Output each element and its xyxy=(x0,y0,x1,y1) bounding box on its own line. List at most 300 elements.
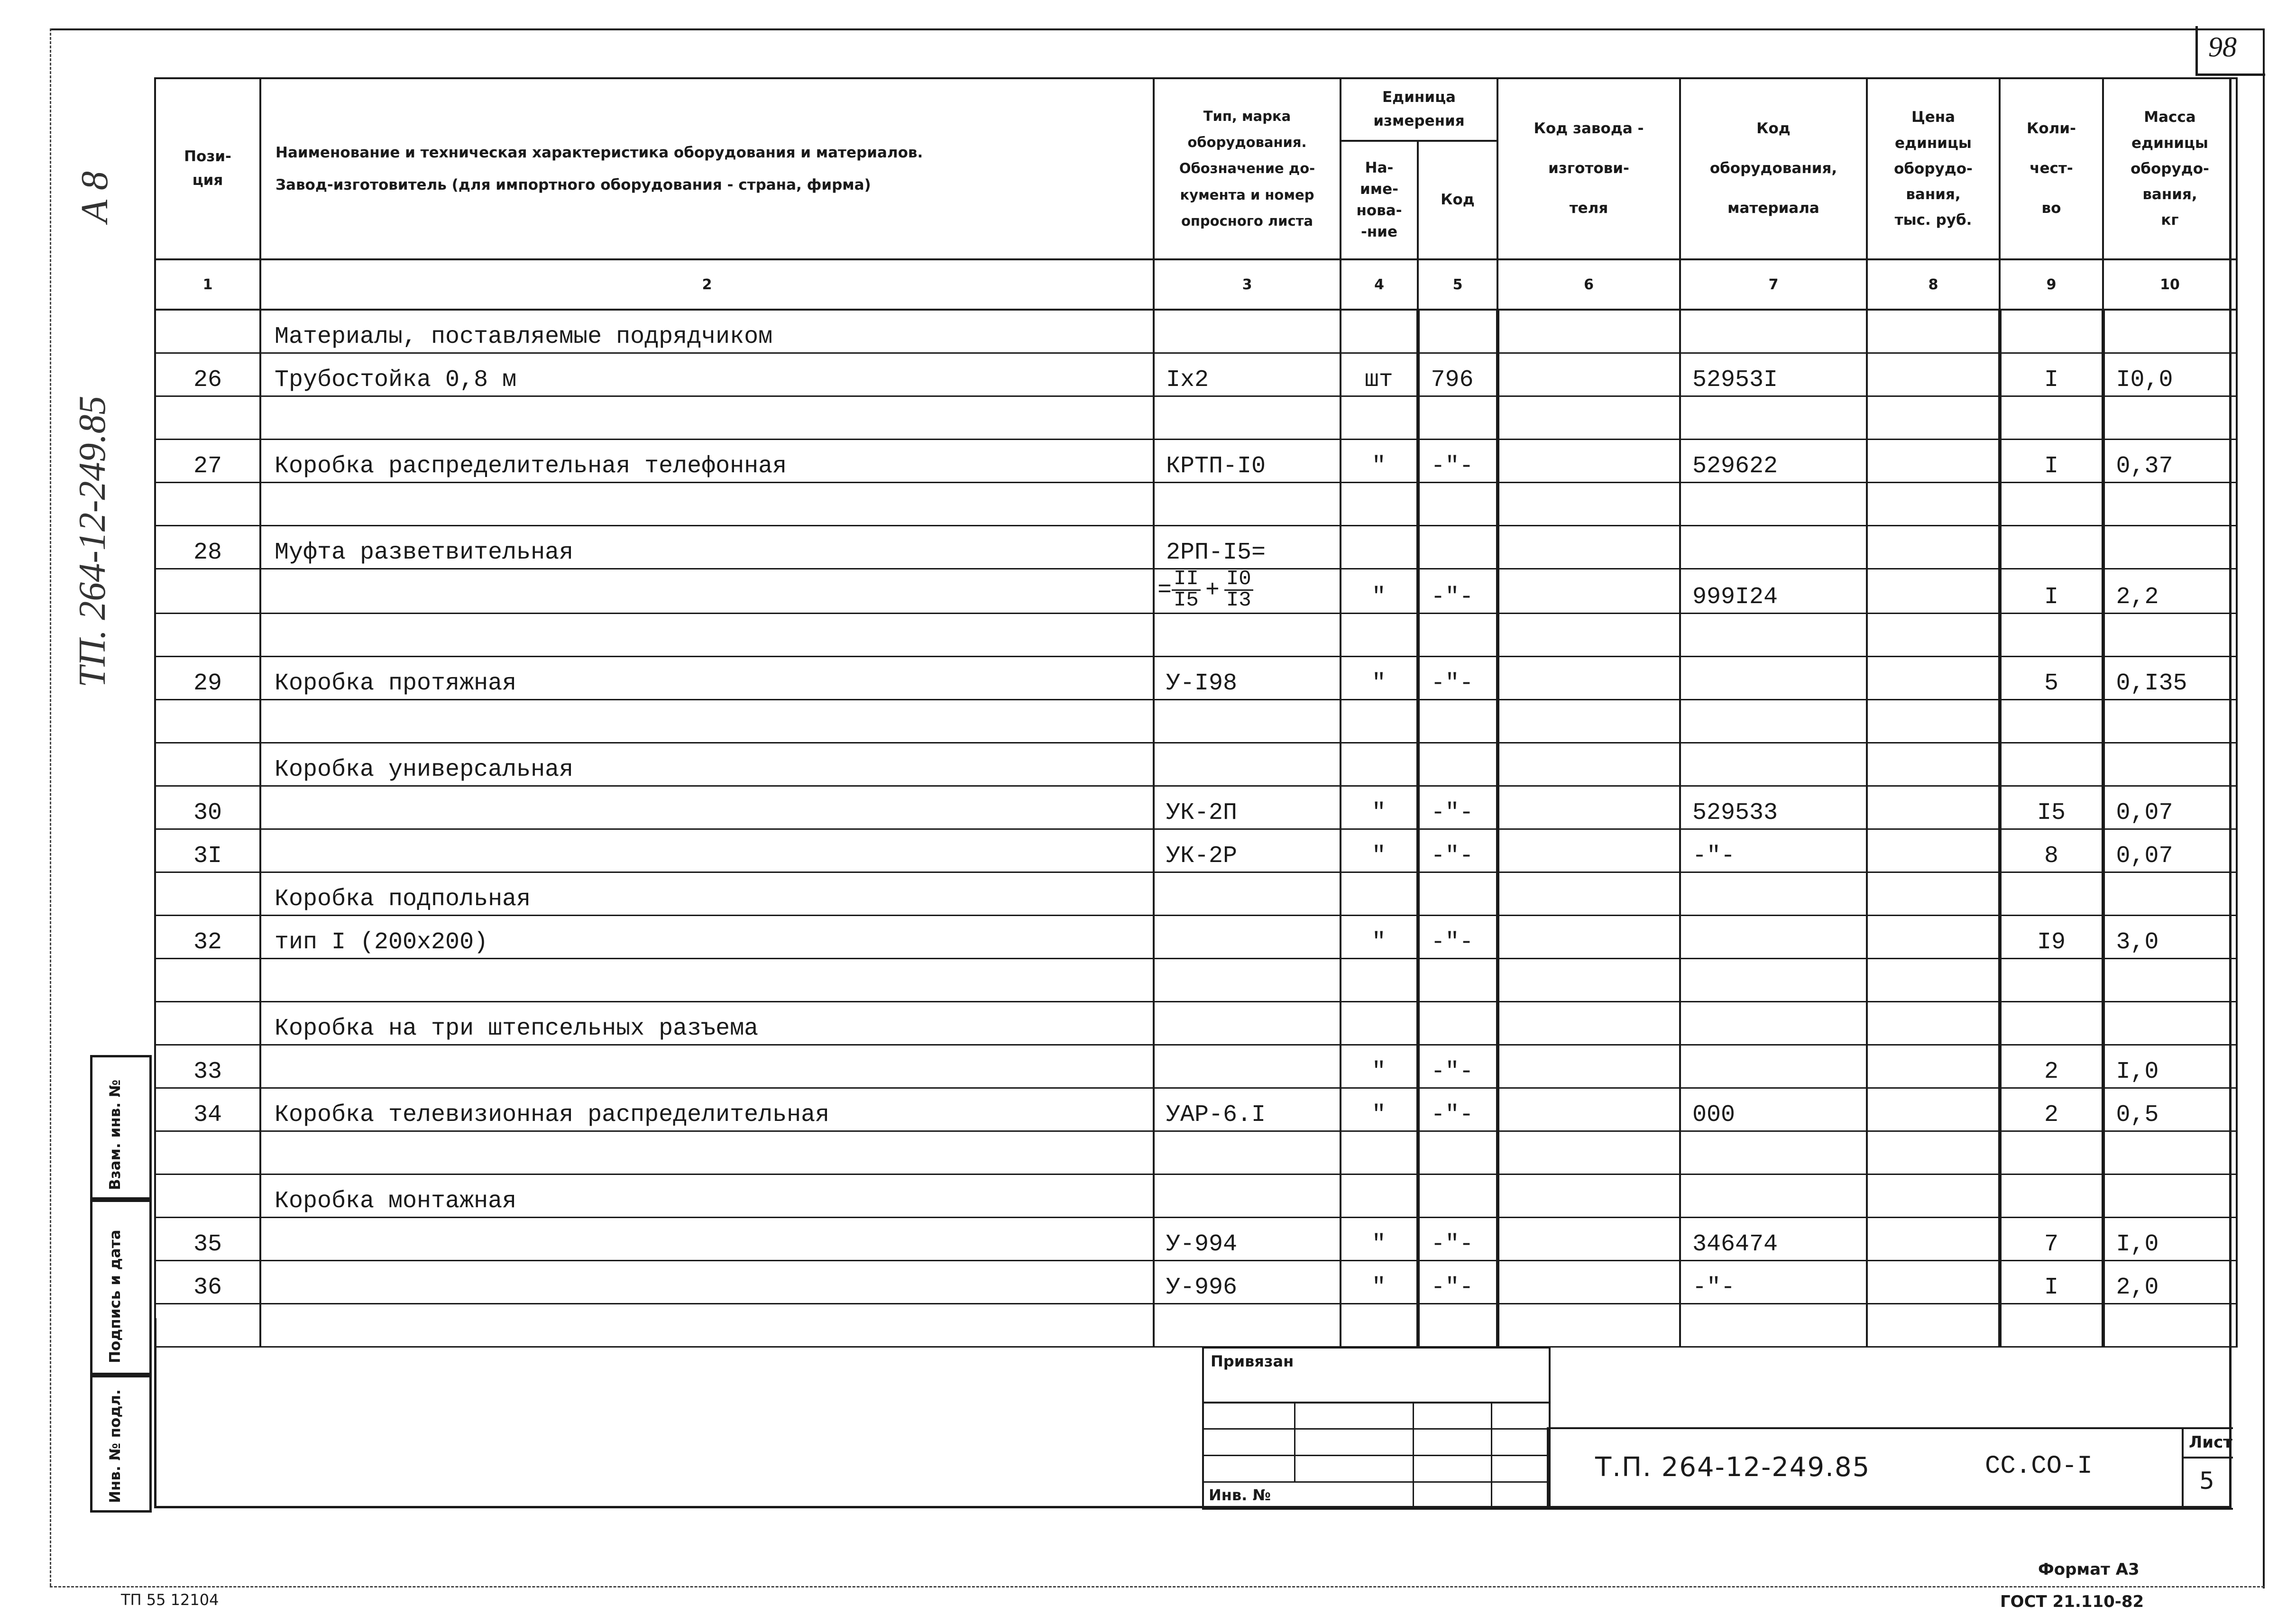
side-stamp-inv-label: Инв. № подл. xyxy=(107,1389,124,1503)
sheet-number: 5 xyxy=(2199,1467,2214,1495)
quantity-cell: 7 xyxy=(2000,1217,2103,1260)
position-cell xyxy=(155,310,260,353)
fraction-prefix: = xyxy=(1157,577,1172,604)
position-cell: 26 xyxy=(155,353,260,396)
unit-code-cell: -"- xyxy=(1418,1217,1497,1260)
unit-name-cell: " xyxy=(1341,1217,1418,1260)
quantity-cell xyxy=(2000,310,2103,353)
unit-code-cell xyxy=(1418,1174,1497,1217)
frame-bottom-dash xyxy=(50,1586,2264,1587)
price-cell xyxy=(1867,829,2000,872)
type-cell: У-996 xyxy=(1154,1260,1341,1303)
quantity-cell: 2 xyxy=(2000,1045,2103,1088)
fraction-a-numerator: II xyxy=(1172,569,1201,591)
mass-cell xyxy=(2103,613,2237,656)
equipment-code-cell xyxy=(1680,396,1867,440)
factory-code-cell xyxy=(1497,829,1680,872)
drawing-area-right xyxy=(2229,77,2232,1508)
unit-name-cell xyxy=(1341,699,1418,743)
price-cell xyxy=(1867,1131,2000,1174)
name-cell xyxy=(260,786,1154,829)
price-cell xyxy=(1867,613,2000,656)
column-number: 6 xyxy=(1497,259,1680,310)
position-cell: 34 xyxy=(155,1088,260,1131)
position-cell xyxy=(155,613,260,656)
unit-name-cell: шт xyxy=(1341,353,1418,396)
position-cell: 35 xyxy=(155,1217,260,1260)
name-cell: Коробка телевизионная распределительная xyxy=(260,1088,1154,1131)
binding-vline-3 xyxy=(1491,1402,1492,1508)
binding-vline-1 xyxy=(1294,1402,1295,1482)
type-cell: УК-2Р xyxy=(1154,829,1341,872)
price-cell xyxy=(1867,1217,2000,1260)
side-stamp-vzam-label: Взам. инв. № xyxy=(107,1079,124,1190)
name-cell xyxy=(260,829,1154,872)
column-number: 2 xyxy=(260,259,1154,310)
mass-cell: 0,37 xyxy=(2103,440,2237,483)
name-cell xyxy=(260,1303,1154,1347)
mass-cell: 0,07 xyxy=(2103,829,2237,872)
mass-cell xyxy=(2103,958,2237,1001)
factory-code-cell xyxy=(1497,699,1680,743)
mass-cell xyxy=(2103,1131,2237,1174)
equipment-code-cell: 346474 xyxy=(1680,1217,1867,1260)
equipment-code-cell: -"- xyxy=(1680,829,1867,872)
name-cell xyxy=(260,1217,1154,1260)
mass-cell xyxy=(2103,1001,2237,1045)
factory-code-cell xyxy=(1497,958,1680,1001)
factory-code-cell xyxy=(1497,1217,1680,1260)
table-row xyxy=(155,440,2237,483)
price-cell xyxy=(1867,872,2000,915)
type-cell xyxy=(1154,1174,1341,1217)
title-block xyxy=(1547,1427,2233,1510)
factory-code-cell xyxy=(1497,613,1680,656)
sheet-box-divider xyxy=(2182,1457,2233,1459)
unit-name-cell xyxy=(1341,1303,1418,1347)
column-number-row xyxy=(155,259,2237,310)
equipment-code-cell: 529622 xyxy=(1680,440,1867,483)
table-row xyxy=(155,1045,2237,1088)
position-cell xyxy=(155,958,260,1001)
unit-code-cell xyxy=(1418,699,1497,743)
table-row xyxy=(155,1217,2237,1260)
name-cell: Коробка распределительная телефонная xyxy=(260,440,1154,483)
name-cell xyxy=(260,1045,1154,1088)
quantity-cell: I5 xyxy=(2000,786,2103,829)
quantity-cell xyxy=(2000,699,2103,743)
unit-name-cell xyxy=(1341,958,1418,1001)
unit-name-cell xyxy=(1341,526,1418,569)
table-row xyxy=(155,613,2237,656)
unit-code-cell xyxy=(1418,1131,1497,1174)
factory-code-cell xyxy=(1497,353,1680,396)
type-cell xyxy=(1154,1001,1341,1045)
mass-cell: I,0 xyxy=(2103,1217,2237,1260)
price-cell xyxy=(1867,1174,2000,1217)
table-row xyxy=(155,310,2237,353)
column-number: 8 xyxy=(1867,259,2000,310)
column-number: 10 xyxy=(2103,259,2237,310)
name-cell xyxy=(260,396,1154,440)
table-row xyxy=(155,872,2237,915)
price-cell xyxy=(1867,483,2000,526)
unit-code-cell: -"- xyxy=(1418,1088,1497,1131)
type-cell xyxy=(1154,483,1341,526)
mass-cell: 0,I35 xyxy=(2103,656,2237,699)
quantity-cell xyxy=(2000,743,2103,786)
type-cell xyxy=(1154,743,1341,786)
mass-cell: 0,07 xyxy=(2103,786,2237,829)
unit-code-cell: -"- xyxy=(1418,569,1497,614)
unit-name-cell: " xyxy=(1341,656,1418,699)
header-unit-name: На- име- нова- -ние xyxy=(1341,141,1418,259)
unit-name-cell xyxy=(1341,613,1418,656)
quantity-cell xyxy=(2000,396,2103,440)
type-cell xyxy=(1154,396,1341,440)
fraction-plus: + xyxy=(1205,577,1220,604)
unit-code-cell xyxy=(1418,310,1497,353)
price-cell xyxy=(1867,526,2000,569)
header-price: Цена единицы оборудо- вания, тыс. руб. xyxy=(1867,78,2000,259)
position-cell: 32 xyxy=(155,915,260,958)
table-body xyxy=(155,310,2237,1347)
factory-code-cell xyxy=(1497,786,1680,829)
quantity-cell: 2 xyxy=(2000,1088,2103,1131)
price-cell xyxy=(1867,1088,2000,1131)
drawing-area-left xyxy=(154,1318,156,1508)
fraction-b xyxy=(1224,569,1253,611)
price-cell xyxy=(1867,1303,2000,1347)
unit-code-cell xyxy=(1418,396,1497,440)
sheet-label: Лист xyxy=(2189,1433,2232,1452)
equipment-code-cell xyxy=(1680,743,1867,786)
unit-name-cell xyxy=(1341,310,1418,353)
column-number: 1 xyxy=(155,259,260,310)
quantity-cell xyxy=(2000,526,2103,569)
unit-name-cell: " xyxy=(1341,915,1418,958)
side-reference: ТП. 264-12-249.85 xyxy=(72,395,113,688)
table-row xyxy=(155,915,2237,958)
price-cell xyxy=(1867,1260,2000,1303)
header-type: Тип, марка оборудования. Обозначение до- кумента и номер опросного листа xyxy=(1154,78,1341,259)
equipment-code-cell xyxy=(1680,1001,1867,1045)
binding-label: Привязан xyxy=(1211,1352,1294,1370)
name-cell xyxy=(260,483,1154,526)
page-number-box xyxy=(2195,26,2265,76)
factory-code-cell xyxy=(1497,1088,1680,1131)
price-cell xyxy=(1867,958,2000,1001)
header-unit-code: Код xyxy=(1418,141,1497,259)
sheet-box-left xyxy=(2182,1429,2184,1508)
column-number: 7 xyxy=(1680,259,1867,310)
mass-cell: I0,0 xyxy=(2103,353,2237,396)
table-row xyxy=(155,353,2237,396)
factory-code-cell xyxy=(1497,310,1680,353)
position-cell xyxy=(155,1001,260,1045)
name-cell xyxy=(260,613,1154,656)
table-row xyxy=(155,1174,2237,1217)
frame-top-line xyxy=(50,28,2264,30)
type-cell: У-I98 xyxy=(1154,656,1341,699)
type-cell xyxy=(1154,915,1341,958)
equipment-code-cell xyxy=(1680,483,1867,526)
type-cell: Iх2 xyxy=(1154,353,1341,396)
price-cell xyxy=(1867,699,2000,743)
table-row xyxy=(155,958,2237,1001)
type-cell: УАР-6.I xyxy=(1154,1088,1341,1131)
position-cell: 28 xyxy=(155,526,260,569)
unit-name-cell: " xyxy=(1341,1088,1418,1131)
mass-cell: 2,0 xyxy=(2103,1260,2237,1303)
footer-gost: ГОСТ 21.110-82 xyxy=(2000,1592,2144,1611)
quantity-cell xyxy=(2000,1174,2103,1217)
mass-cell xyxy=(2103,483,2237,526)
unit-code-cell xyxy=(1418,613,1497,656)
factory-code-cell xyxy=(1497,396,1680,440)
price-cell xyxy=(1867,396,2000,440)
unit-name-cell xyxy=(1341,483,1418,526)
type-cell xyxy=(1154,699,1341,743)
frame-left-dash xyxy=(50,28,51,1586)
factory-code-cell xyxy=(1497,483,1680,526)
table-row xyxy=(155,743,2237,786)
type-cell xyxy=(1154,613,1341,656)
equipment-code-cell xyxy=(1680,699,1867,743)
position-cell: 36 xyxy=(155,1260,260,1303)
unit-code-cell xyxy=(1418,483,1497,526)
mass-cell xyxy=(2103,526,2237,569)
quantity-cell: I xyxy=(2000,353,2103,396)
quantity-cell xyxy=(2000,483,2103,526)
header-name: Наименование и техническая характеристика оборудования и материалов. Завод-изготовитель (для импортного оборудования - страна, фирма) xyxy=(260,78,1154,259)
table-row xyxy=(155,1260,2237,1303)
quantity-cell: I9 xyxy=(2000,915,2103,958)
type-cell xyxy=(1154,1303,1341,1347)
name-cell xyxy=(260,569,1154,614)
quantity-cell xyxy=(2000,1303,2103,1347)
position-cell: 3I xyxy=(155,829,260,872)
unit-name-cell xyxy=(1341,1174,1418,1217)
factory-code-cell xyxy=(1497,872,1680,915)
price-cell xyxy=(1867,786,2000,829)
position-cell: 27 xyxy=(155,440,260,483)
equipment-code-cell: 999I24 xyxy=(1680,569,1867,614)
unit-code-cell xyxy=(1418,872,1497,915)
quantity-cell xyxy=(2000,958,2103,1001)
name-cell: Коробка на три штепсельных разъема xyxy=(260,1001,1154,1045)
table-row xyxy=(155,1088,2237,1131)
name-cell: Коробка универсальная xyxy=(260,743,1154,786)
equipment-code-cell: 52953I xyxy=(1680,353,1867,396)
price-cell xyxy=(1867,440,2000,483)
unit-code-cell: -"- xyxy=(1418,915,1497,958)
quantity-cell xyxy=(2000,1001,2103,1045)
table-row xyxy=(155,483,2237,526)
type-fraction-cell xyxy=(1154,569,1341,614)
factory-code-cell xyxy=(1497,1045,1680,1088)
quantity-cell: 8 xyxy=(2000,829,2103,872)
unit-code-cell: -"- xyxy=(1418,829,1497,872)
position-cell xyxy=(155,569,260,614)
quantity-cell: I xyxy=(2000,569,2103,614)
table-row xyxy=(155,1303,2237,1347)
name-cell: Материалы, поставляемые подрядчиком xyxy=(260,310,1154,353)
side-stamp-inv xyxy=(90,1373,152,1513)
header-factory-code: Код завода - изготови- теля xyxy=(1497,78,1680,259)
header-unit-group: Единица измерения xyxy=(1341,78,1497,141)
quantity-cell xyxy=(2000,1131,2103,1174)
table-row xyxy=(155,526,2237,569)
unit-code-cell: 796 xyxy=(1418,353,1497,396)
equipment-code-cell xyxy=(1680,958,1867,1001)
inventory-number-label: Инв. № xyxy=(1209,1486,1271,1504)
equipment-code-cell xyxy=(1680,1131,1867,1174)
unit-name-cell: " xyxy=(1341,829,1418,872)
specification-table xyxy=(154,77,2238,1348)
unit-code-cell xyxy=(1418,526,1497,569)
side-mark: А 8 xyxy=(74,171,116,223)
table-row xyxy=(155,569,2237,614)
mass-cell: 0,5 xyxy=(2103,1088,2237,1131)
unit-code-cell xyxy=(1418,958,1497,1001)
position-cell: 29 xyxy=(155,656,260,699)
header-position: Пози- ция xyxy=(155,78,260,259)
type-cell xyxy=(1154,310,1341,353)
column-number: 3 xyxy=(1154,259,1341,310)
unit-code-cell xyxy=(1418,743,1497,786)
unit-code-cell xyxy=(1418,1001,1497,1045)
factory-code-cell xyxy=(1497,440,1680,483)
position-cell xyxy=(155,1303,260,1347)
equipment-code-cell xyxy=(1680,1045,1867,1088)
unit-code-cell xyxy=(1418,1303,1497,1347)
price-cell xyxy=(1867,353,2000,396)
factory-code-cell xyxy=(1497,1131,1680,1174)
equipment-code-cell xyxy=(1680,613,1867,656)
binding-vline-2 xyxy=(1413,1402,1414,1508)
unit-name-cell xyxy=(1341,396,1418,440)
binding-line-4 xyxy=(1204,1481,1549,1483)
name-cell xyxy=(260,958,1154,1001)
position-cell: 30 xyxy=(155,786,260,829)
mass-cell xyxy=(2103,1174,2237,1217)
equipment-code-cell xyxy=(1680,1303,1867,1347)
table-row xyxy=(155,1131,2237,1174)
type-cell xyxy=(1154,1131,1341,1174)
unit-code-cell: -"- xyxy=(1418,1045,1497,1088)
mass-cell xyxy=(2103,1303,2237,1347)
equipment-code-cell xyxy=(1680,915,1867,958)
position-cell xyxy=(155,743,260,786)
equipment-code-cell: 000 xyxy=(1680,1088,1867,1131)
position-cell xyxy=(155,1174,260,1217)
header-row-1 xyxy=(155,78,2237,141)
price-cell xyxy=(1867,569,2000,614)
quantity-cell xyxy=(2000,613,2103,656)
factory-code-cell xyxy=(1497,526,1680,569)
unit-name-cell xyxy=(1341,743,1418,786)
header-quantity: Коли- чест- во xyxy=(2000,78,2103,259)
footer-format: Формат А3 xyxy=(2038,1560,2140,1579)
position-cell: 33 xyxy=(155,1045,260,1088)
type-cell: УК-2П xyxy=(1154,786,1341,829)
position-cell xyxy=(155,872,260,915)
mass-cell: I,0 xyxy=(2103,1045,2237,1088)
factory-code-cell xyxy=(1497,743,1680,786)
equipment-code-cell: -"- xyxy=(1680,1260,1867,1303)
binding-block xyxy=(1202,1347,1551,1510)
table-row xyxy=(155,396,2237,440)
fraction-a-denominator: I5 xyxy=(1174,588,1199,612)
table-row xyxy=(155,786,2237,829)
unit-code-cell: -"- xyxy=(1418,440,1497,483)
document-designation: Т.П. 264-12-249.85 xyxy=(1595,1452,1871,1483)
unit-name-cell: " xyxy=(1341,440,1418,483)
quantity-cell xyxy=(2000,872,2103,915)
quantity-cell: 5 xyxy=(2000,656,2103,699)
factory-code-cell xyxy=(1497,569,1680,614)
type-cell: У-994 xyxy=(1154,1217,1341,1260)
price-cell xyxy=(1867,310,2000,353)
name-cell xyxy=(260,1260,1154,1303)
footer-archive-number: ТП 55 12104 xyxy=(121,1591,219,1609)
mass-cell: 2,2 xyxy=(2103,569,2237,614)
binding-line-2 xyxy=(1204,1428,1549,1430)
name-cell: Муфта разветвительная xyxy=(260,526,1154,569)
type-cell xyxy=(1154,872,1341,915)
price-cell xyxy=(1867,1001,2000,1045)
equipment-code-cell xyxy=(1680,526,1867,569)
position-cell xyxy=(155,396,260,440)
name-cell: Коробка протяжная xyxy=(260,656,1154,699)
side-stamp-vzam xyxy=(90,1055,152,1202)
header-mass: Масса единицы оборудо- вания, кг xyxy=(2103,78,2237,259)
unit-name-cell xyxy=(1341,872,1418,915)
factory-code-cell xyxy=(1497,1001,1680,1045)
mass-cell xyxy=(2103,396,2237,440)
unit-name-cell xyxy=(1341,1131,1418,1174)
type-cell: 2РП-I5= xyxy=(1154,526,1341,569)
unit-name-cell: " xyxy=(1341,1260,1418,1303)
equipment-code-cell: 529533 xyxy=(1680,786,1867,829)
fraction-b-numerator: I0 xyxy=(1224,569,1253,591)
table-row xyxy=(155,1001,2237,1045)
name-cell: тип I (200х200) xyxy=(260,915,1154,958)
frame-right-line xyxy=(2263,28,2265,1588)
binding-line-3 xyxy=(1204,1455,1549,1456)
binding-line-1 xyxy=(1204,1402,1549,1404)
table-row xyxy=(155,699,2237,743)
side-stamp-signature-label: Подпись и дата xyxy=(107,1229,124,1363)
equipment-code-cell xyxy=(1680,656,1867,699)
unit-name-cell: " xyxy=(1341,569,1418,614)
table-row xyxy=(155,829,2237,872)
unit-code-cell: -"- xyxy=(1418,656,1497,699)
price-cell xyxy=(1867,656,2000,699)
name-cell: Коробка подпольная xyxy=(260,872,1154,915)
name-cell: Коробка монтажная xyxy=(260,1174,1154,1217)
factory-code-cell xyxy=(1497,1303,1680,1347)
column-number: 4 xyxy=(1341,259,1418,310)
column-number: 5 xyxy=(1418,259,1497,310)
unit-name-cell: " xyxy=(1341,786,1418,829)
type-cell xyxy=(1154,958,1341,1001)
quantity-cell: I xyxy=(2000,1260,2103,1303)
unit-name-cell xyxy=(1341,1001,1418,1045)
price-cell xyxy=(1867,743,2000,786)
unit-name-cell: " xyxy=(1341,1045,1418,1088)
